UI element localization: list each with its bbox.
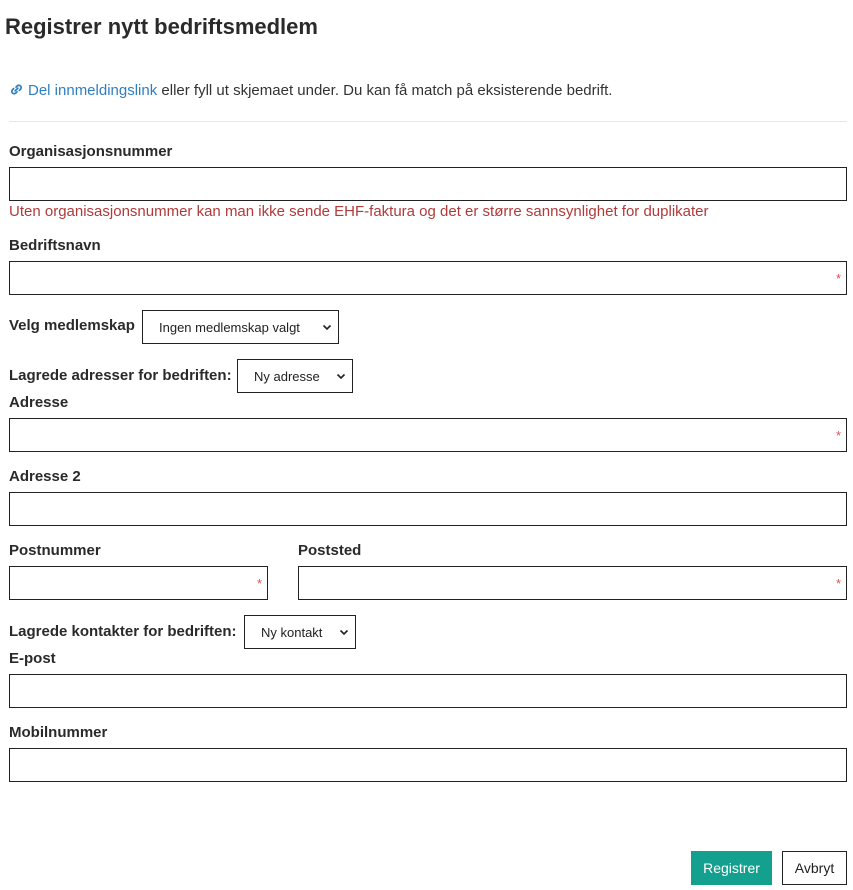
address-label: Adresse: [9, 394, 69, 411]
address2-label: Adresse 2: [9, 468, 81, 485]
share-signup-link-label: Del innmeldingslink: [28, 82, 158, 99]
chevron-down-icon: [322, 322, 332, 332]
required-indicator: *: [256, 576, 262, 591]
chevron-down-icon: [339, 627, 349, 637]
saved-contacts-select[interactable]: [244, 615, 356, 649]
mobile-input[interactable]: [9, 748, 847, 782]
address-input[interactable]: [9, 418, 847, 452]
chevron-down-icon: [336, 371, 346, 381]
city-label: Poststed: [298, 542, 362, 559]
saved-contacts-label: Lagrede kontakter for bedriften:: [9, 623, 237, 640]
required-indicator: *: [835, 576, 841, 591]
email-label: E-post: [9, 650, 56, 667]
address2-input[interactable]: [9, 492, 847, 526]
mobile-label: Mobilnummer: [9, 724, 108, 741]
membership-selected: Ingen medlemskap valgt: [159, 319, 300, 335]
intro-text: [9, 82, 612, 99]
org-number-hint: Uten organisasjonsnummer kan man ikke sende EHF-faktura og det er større sannsynlighet for duplikater: [9, 203, 709, 220]
page-title: Registrer nytt bedriftsmedlem: [5, 14, 318, 39]
city-input[interactable]: [298, 566, 847, 600]
postal-code-label: Postnummer: [9, 542, 101, 559]
membership-select[interactable]: [142, 310, 339, 344]
saved-contacts-selected: Ny kontakt: [261, 624, 323, 640]
register-button[interactable]: Registrer: [691, 851, 772, 885]
org-number-input[interactable]: [9, 167, 847, 201]
saved-addresses-selected: Ny adresse: [254, 368, 320, 384]
cancel-button[interactable]: Avbryt: [782, 851, 847, 885]
intro-description: eller fyll ut skjemaet under. Du kan få match på eksisterende bedrift.: [161, 82, 613, 99]
saved-addresses-select[interactable]: [237, 359, 353, 393]
required-indicator: *: [835, 428, 841, 443]
company-name-label: Bedriftsnavn: [9, 237, 101, 254]
saved-addresses-label: Lagrede adresser for bedriften:: [9, 367, 232, 384]
org-number-label: Organisasjonsnummer: [9, 143, 173, 160]
postal-code-input[interactable]: [9, 566, 268, 600]
company-name-input[interactable]: [9, 261, 847, 295]
share-signup-link[interactable]: [9, 82, 157, 99]
required-indicator: *: [835, 271, 841, 286]
link-icon: [9, 82, 24, 97]
email-input[interactable]: [9, 674, 847, 708]
membership-label: Velg medlemskap: [9, 317, 135, 334]
divider: [9, 121, 847, 122]
